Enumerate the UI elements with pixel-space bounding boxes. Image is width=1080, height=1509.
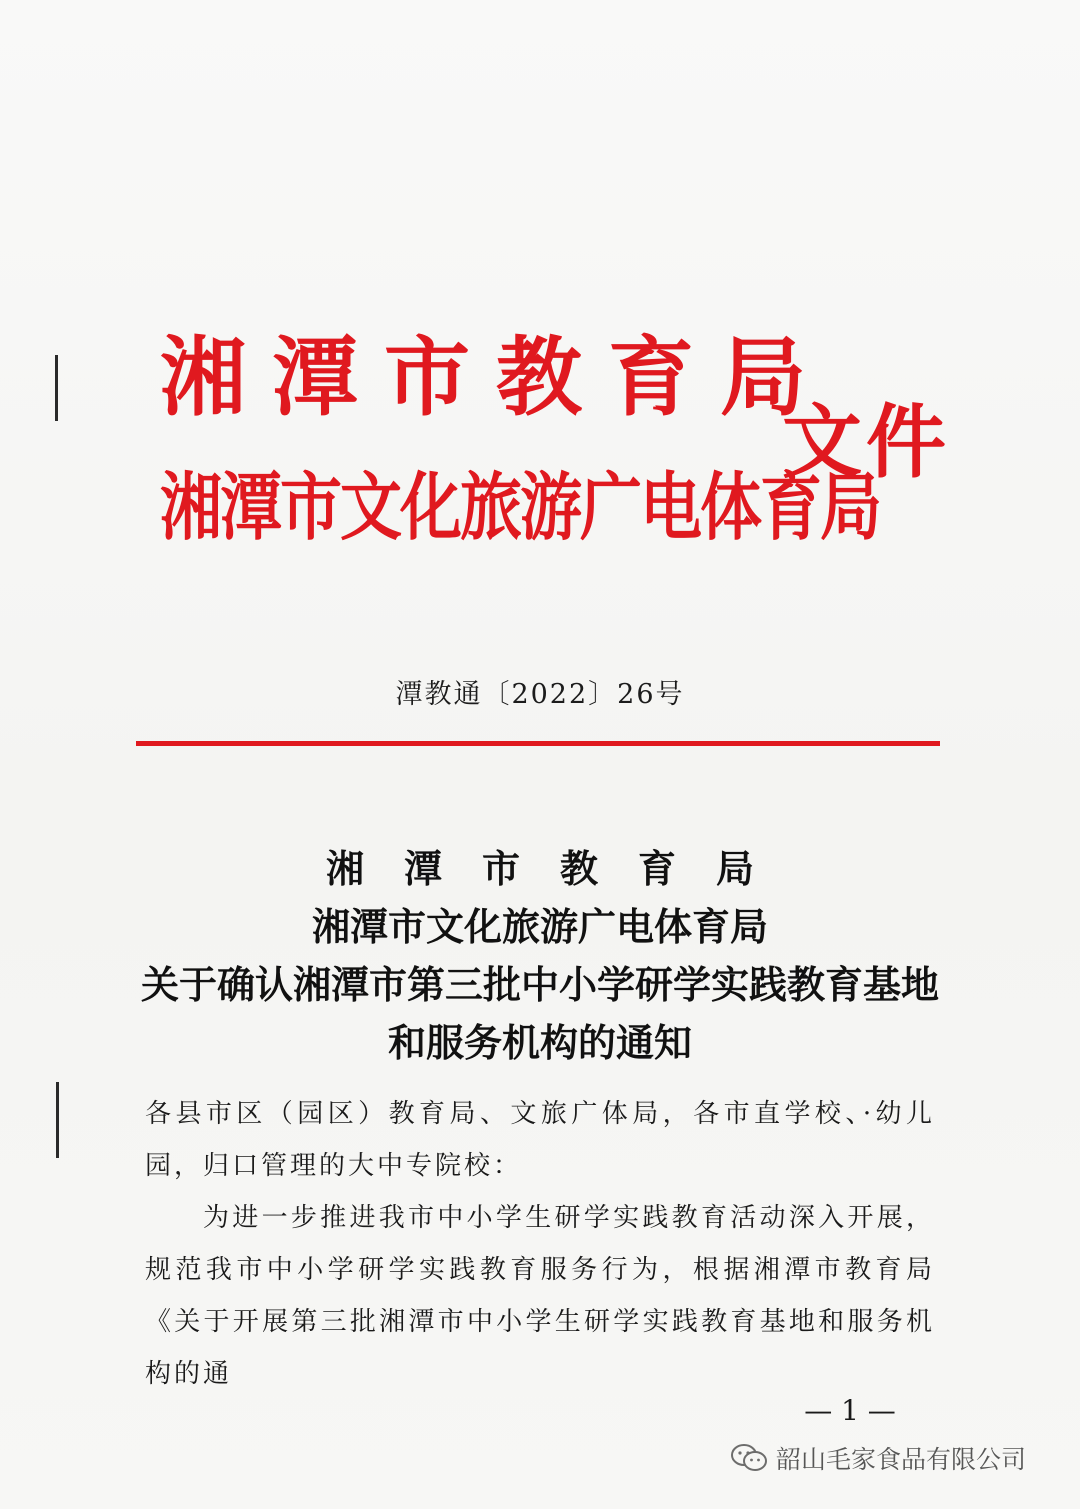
page-number: — 1 — [804, 1394, 896, 1427]
binding-mark-top [55, 355, 58, 421]
red-header [160, 327, 950, 570]
body-text [145, 1088, 935, 1400]
title-line-2: 湘潭市文化旅游广电体育局 [311, 904, 768, 949]
title-line-3: 关于确认湘潭市第三批中小学研学实践教育基地 [140, 962, 939, 1007]
document-number: 潭教通〔2022〕26号 [395, 679, 685, 710]
document-label: 文件 [782, 395, 950, 489]
notice-title [120, 840, 960, 1072]
issuer-line-1: 湘潭市教育局 [160, 327, 832, 428]
title-line-1: 湘潭市教育局 [325, 846, 794, 891]
watermark [730, 1440, 1026, 1476]
salutation: 各县市区（园区）教育局、文旅广体局，各市直学校、·幼儿园，归口管理的大中专院校： [145, 1099, 935, 1181]
wechat-icon [730, 1443, 768, 1473]
binding-mark-bottom [56, 1082, 59, 1158]
red-separator [136, 741, 940, 746]
issuer-line-2: 湘潭市文化旅游广电体育局 [160, 463, 881, 551]
title-line-4: 和服务机构的通知 [387, 1020, 692, 1065]
body-paragraph: 为进一步推进我市中小学生研学实践教育活动深入开展，规范我市中小学研学实践教育服务行为，根据湘潭市教育局《关于开展第三批湘潭市中小学生研学实践教育基地和服务机构的通 [145, 1203, 935, 1389]
watermark-text: 韶山毛家食品有限公司 [776, 1445, 1027, 1474]
